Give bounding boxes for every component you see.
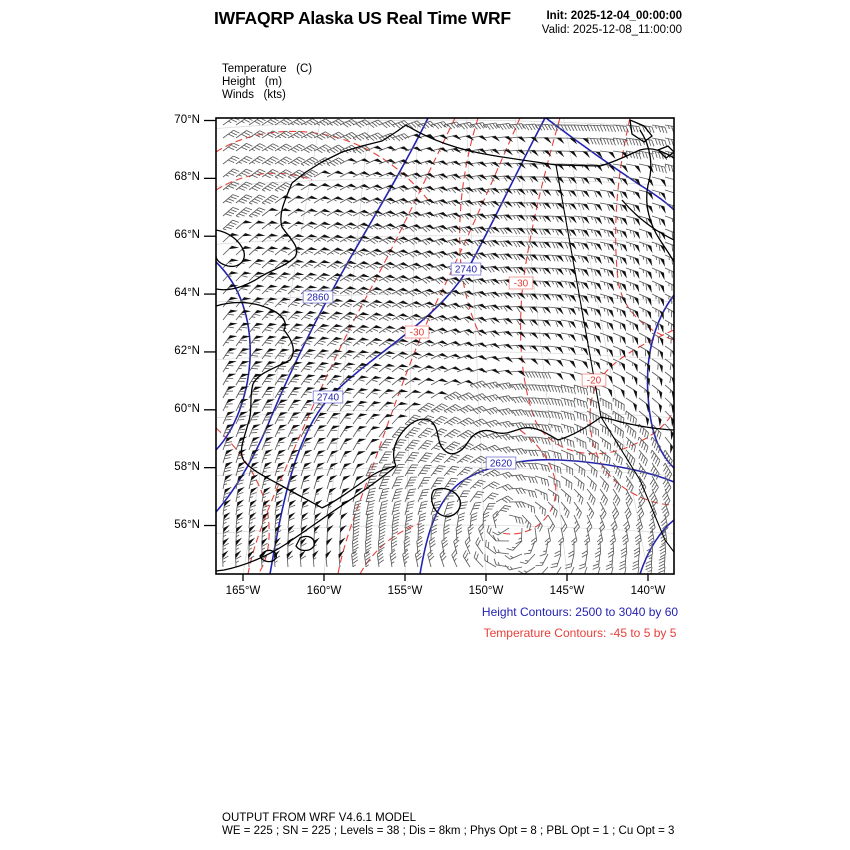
lat-tick-label: 68°N <box>174 171 200 184</box>
contour-label <box>582 374 606 387</box>
contour-label <box>405 326 429 339</box>
contour-label <box>509 277 533 290</box>
svg-text:2860: 2860 <box>306 292 330 304</box>
contour-label <box>303 291 333 304</box>
legend-temperature: Temperature (C) <box>222 63 313 75</box>
wind-barb-layer <box>223 118 680 583</box>
lat-tick-label: 60°N <box>174 402 200 415</box>
lon-tick-label: 150°W <box>468 585 504 597</box>
lat-tick-label: 70°N <box>174 113 200 126</box>
temperature-contours-caption: Temperature Contours: -45 to 5 by 5 <box>483 626 677 640</box>
contour-label <box>486 457 516 470</box>
lon-tick-label: 140°W <box>630 585 666 597</box>
svg-text:-30: -30 <box>513 278 529 290</box>
page-title: IWFAQRP Alaska US Real Time WRF <box>214 8 511 28</box>
lat-tick-label: 58°N <box>174 460 200 473</box>
valid-timestamp: Valid: 2025-12-08_11:00:00 <box>541 24 682 36</box>
lon-tick-label: 160°W <box>306 585 342 597</box>
model-output-line: OUTPUT FROM WRF V4.6.1 MODEL <box>222 812 417 824</box>
svg-text:2620: 2620 <box>489 458 513 470</box>
lon-tick-label: 145°W <box>549 585 585 597</box>
legend-winds: Winds (kts) <box>222 89 286 101</box>
lat-tick-label: 62°N <box>174 344 200 357</box>
svg-text:-20: -20 <box>586 375 602 387</box>
model-config-line: WE = 225 ; SN = 225 ; Levels = 38 ; Dis = 8km ; Phys Opt = 8 ; PBL Opt = 1 ; Cu Opt = 3 <box>222 825 675 837</box>
lat-tick-label: 64°N <box>174 287 200 300</box>
svg-text:2740: 2740 <box>316 392 340 404</box>
svg-text:2740: 2740 <box>454 264 478 276</box>
legend-height: Height (m) <box>222 76 283 88</box>
lat-tick-label: 66°N <box>174 229 200 242</box>
contour-label <box>451 263 481 276</box>
lon-tick-label: 155°W <box>387 585 423 597</box>
svg-text:-30: -30 <box>409 327 425 339</box>
lon-tick-label: 165°W <box>225 585 261 597</box>
height-contours-caption: Height Contours: 2500 to 3040 by 60 <box>481 605 679 619</box>
contour-label <box>313 391 343 404</box>
map-inner <box>216 118 680 583</box>
lat-tick-label: 56°N <box>174 518 200 531</box>
init-timestamp: Init: 2025-12-04_00:00:00 <box>546 10 682 22</box>
